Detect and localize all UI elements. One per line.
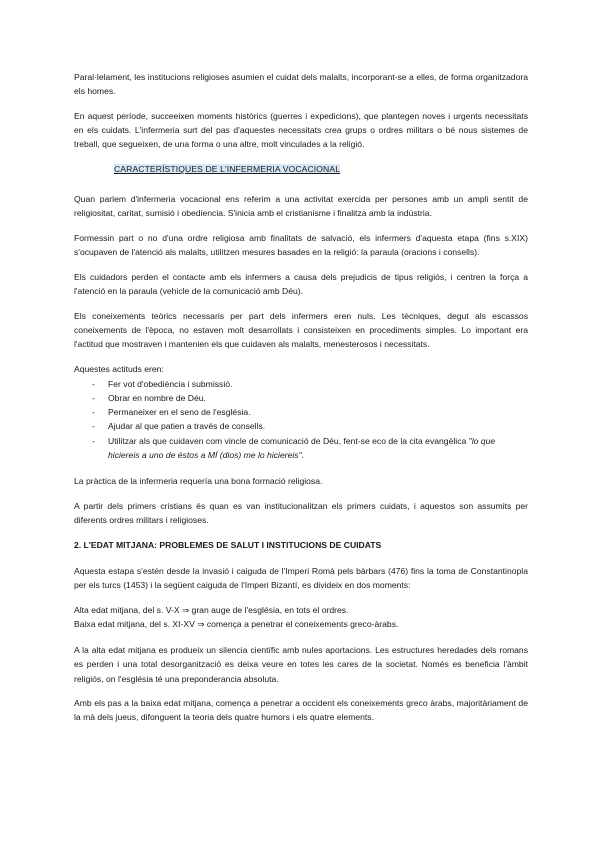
- paragraph-high-middle-ages: A la alta edat mitjana es produeix un silencia científic amb nules aportacions. Les estructures heredades dels romans es perden i una total desorganització es deixa veure en totes les cares de la societat. Només es beneficia l'àmbit religiós, on l'església té una preponderancia absoluta.: [74, 645, 528, 684]
- paragraph-stage-span: Aquesta estapa s'estén desde la invasió i caiguda de l'Imperi Romà pels bàrbars (476) fins la toma de Constantinopla per els turcs (1453) i la següent caiguda de l'Imperi Bizantí, es divideix en dos moments:: [74, 565, 528, 590]
- list-item: - Obrar en nombre de Déu.: [92, 391, 528, 405]
- list-item-text: Utilitzar als que cuidaven com vincle de comunicació de Déu, fent-se eco de la cita evangèlica: [108, 435, 469, 446]
- paragraph-caregivers: Els cuidadors perden el contacte amb els infermers a causa dels prejudicis de tipus religiós, i centren la força a l'atenció en la paraula (vehicle de la comunicació amb Déu).: [74, 272, 528, 297]
- paragraph-religious-order: Formessin part o no d'una ordre religiosa amb finalitats de salvació, els infermers d'aquesta etapa (fins s.XIX) s'ocupaven de l'atenció als malalts, utilitzen mesures basades en la religió: la paraula (oracions i consells).: [74, 233, 528, 258]
- paragraph-first-christians: A partir dels primers cristians és quan es van institucionalitzan els primers cuidats, i aquestos son assumits per diferents ordres militars i religioses.: [74, 500, 528, 525]
- paragraph-institutions: Paral·lelament, les institucions religioses asumien el cuidat dels malalts, incorporant-se a elles, de forma organitzadora els homes.: [74, 72, 528, 97]
- list-item: - Ajudar al que patien a través de consells.: [92, 419, 528, 433]
- subheading-text: CARACTERÍSTIQUES DE L'INFERMERIA VOCACIONAL: [114, 164, 341, 175]
- list-item: [92, 434, 528, 462]
- attitudes-list: [74, 377, 528, 462]
- list-intro: Aquestes actituds eren:: [74, 364, 164, 375]
- paragraph-historic-moments: En aquest període, succeeixen moments històrics (guerres i expedicions), que plantegen noves i urgents necessitats en els cuidats. L'infermeria surt del pas d'aquestes necessitats crea grups o ordres militars o bé nous sistemes de treball, que segueixen, de una forma o una altre, molt vinculades a la religió.: [74, 110, 528, 150]
- list-item: - Fer vot d'obediència i submissió.: [92, 377, 528, 391]
- moment-high-middle-ages: Alta edat mitjana, del s. V-X ⇒ gran auge de l'església, en tots el ordres.: [74, 604, 349, 615]
- list-item: - Permaneixer en el seno de l'església.: [92, 405, 528, 419]
- paragraph-low-middle-ages: Amb els pas a la baixa edat mitjana, comença a penetrar a occident els coneixements greco àrabs, majoritàriament de la mà dels jueus, difonguent la teoria dels quatre humors i els quatre elements.: [74, 698, 528, 723]
- subheading-vocational-nursing: [114, 162, 528, 176]
- section-heading-middle-ages: 2. L'EDAT MITJANA: PROBLEMES DE SALUT I INSTITUCIONS DE CUIDATS: [74, 539, 382, 550]
- paragraph-religious-training: La pràctica de la infermeria requería una bona formació religiosa.: [74, 475, 323, 486]
- moment-low-middle-ages: Baixa edat mitjana, del s. XI-XV ⇒ comença a penetrar el coneixements greco-àrabs.: [74, 618, 399, 629]
- paragraph-theoretical-knowledge: Els coneixements teòrics necessaris per part dels infermers eren nuls. Les tècniques, degut als escassos coneixements de l'època, no estaven molt desarrollats i consisteixen en procediments simples. Lo important era l'actitud que mostraven i mantenien els que cuidaven als malalts, menesterosos i necessitats.: [74, 310, 528, 350]
- paragraph-vocational-definition: Quan parlem d'infermeria vocacional ens referim a una activitat exercida per persones amb un ampli sentit de religiositat, caritat, sumisió i obediencia. S'inicia amb el cristianisme i finalitza amb la indústria.: [74, 194, 528, 219]
- moments-block: [74, 603, 528, 631]
- evangelical-quote: "lo que hiciereis a uno de éstos a MÍ (dios) me lo hiciereis".: [108, 435, 496, 460]
